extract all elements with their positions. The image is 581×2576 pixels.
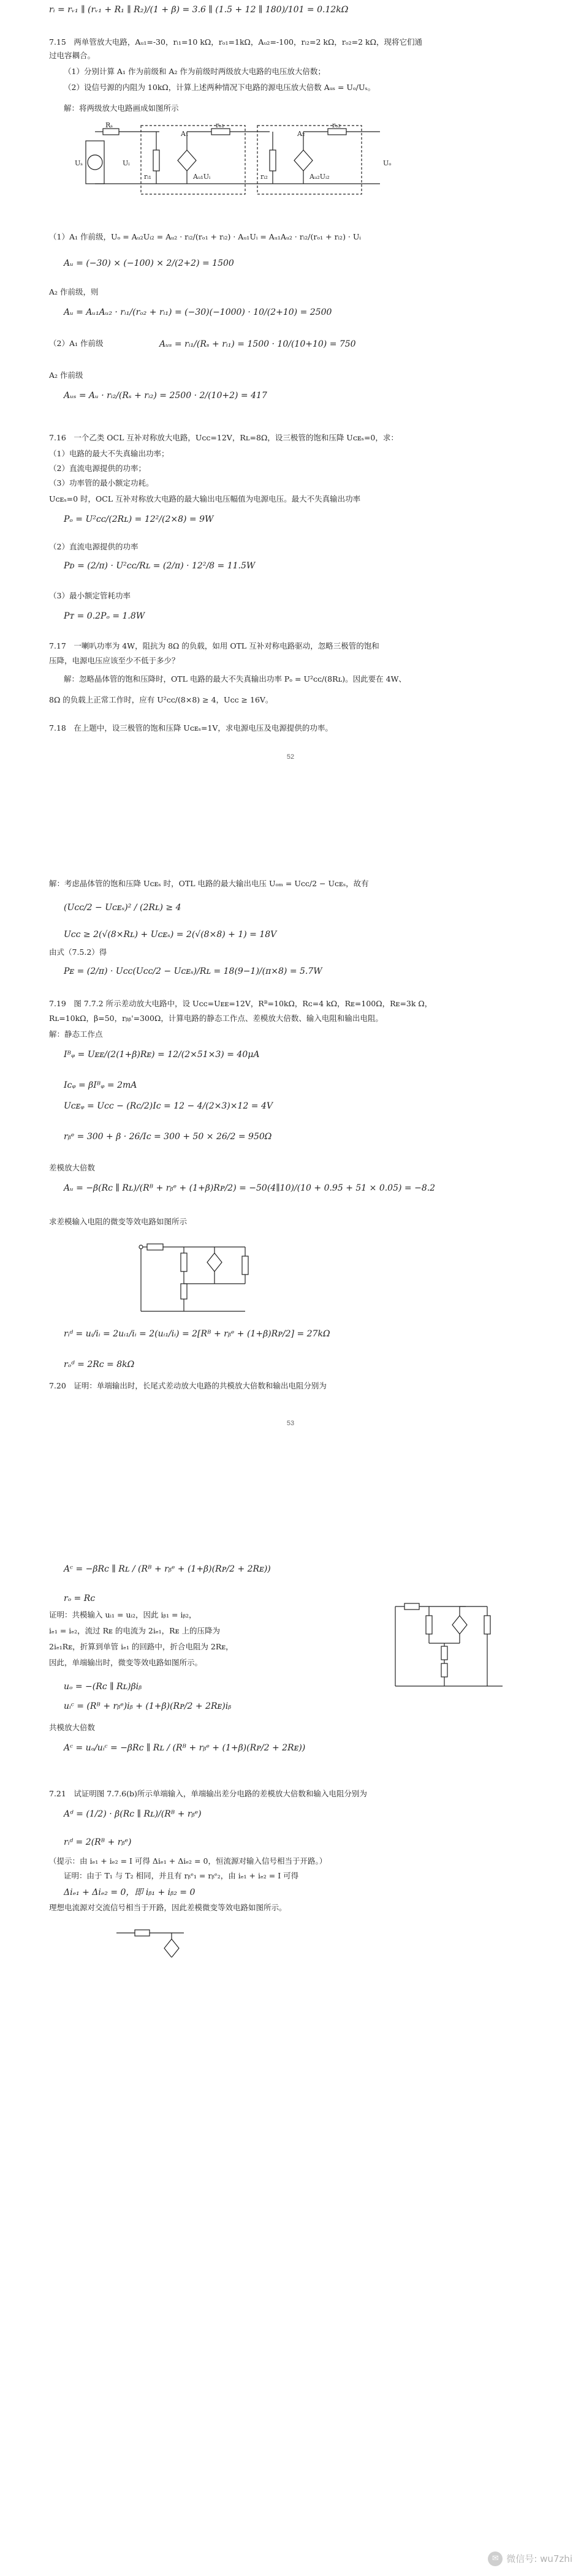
p719-eq6: rᵢᵈ = uᵢ/iᵢ = 2uᵢ₁/iᵢ = 2(uᵢ₁/iᵢ) = 2[Rᴮ + rᵦᵉ + (1+β)Rᴘ/2] = 27kΩ [64, 1329, 330, 1339]
p718-eq1: (Uᴄᴄ/2 − Uᴄᴇₛ)² / (2Rʟ) ≥ 4 [64, 903, 181, 913]
p721-proof2: 理想电流源对交流信号相当于开路，因此差模微变等效电路如图所示。 [49, 1903, 287, 1912]
label-ui: Uᵢ [123, 159, 130, 167]
p717-solution2: 8Ω 的负载上正常工作时，应有 U²ᴄᴄ/(8×8) ≥ 4，Uᴄᴄ ≥ 16V。 [49, 695, 273, 704]
p715-q2: （2）设信号源的内阻为 10kΩ，计算上述两种情况下电路的源电压放大倍数 Aᵤₛ = Uₒ/Uₛ。 [64, 83, 376, 92]
differential-input-equivalent-circuit [123, 1235, 282, 1320]
p716-q3: （3）功率管的最小额定功耗。 [49, 478, 154, 488]
p719-solution: 解：静态工作点 [49, 1030, 103, 1039]
p720-common-mode-label: 共模放大倍数 [49, 1723, 96, 1732]
label-rs: Rₛ [105, 122, 113, 129]
watermark-text: 微信号: wu7zhi [506, 2553, 572, 2564]
p720-proof3: 2iₑ₁Rᴇ，折算到单管 iₑ₁ 的回路中，折合电阻为 2Rᴇ， [49, 1642, 234, 1651]
p719-diffgain: 差模放大倍数 [49, 1163, 96, 1172]
p719-intro2: Rʟ=10kΩ，β=50，rᵦᵦ'=300Ω，计算电路的静态工作点、差模放大倍数、输入电阻和输出电阻。 [49, 1014, 383, 1023]
ri1-resistor [153, 150, 159, 171]
label-au1: Aᵤ₁Uᵢ [193, 173, 211, 181]
p715-a2-front2: A₂ 作前级 [49, 371, 83, 380]
p721-intro: 7.21 试证明图 7.7.6(b)所示单端输入，单端输出差分电路的差模放大倍数和输入电阻分别为 [49, 1789, 367, 1798]
p721-eq1: Aᵈ = (1/2) · β(Rᴄ ∥ Rʟ)/(Rᴮ + rᵦᵉ) [64, 1809, 202, 1819]
watermark [488, 2552, 572, 2566]
p720-proof1: 证明：共模输入 uᵢ₁ = uᵢ₂，因此 iᵦ₁ = iᵦ₂， [49, 1610, 197, 1619]
page-number-52: 52 [286, 753, 295, 761]
p716-solution: Uᴄᴇₛ=0 时，OCL 互补对称放大电路的最大输出电压幅值为电源电压。最大不失真输出功率 [49, 494, 361, 503]
p715-solution: 解：将两级放大电路画成如图所示 [64, 104, 179, 113]
p715-a1-front: （1）A₁ 作前级，Uₒ = Aᵤ₂Uᵢ₂ = Aᵤ₂ · rᵢ₂/(rₒ₁ + rᵢ₂) · Aᵤ₁Uᵢ = Aᵤ₁Aᵤ₂ · rᵢ₂/(rₒ₁ + rᵢ₂) · Uᵢ [49, 232, 361, 241]
label-uo: Uₒ [383, 159, 392, 167]
p716-intro: 7.16 一个乙类 OCL 互补对称放大电路，Uᴄᴄ=12V，Rʟ=8Ω，设三极管的饱和压降 Uᴄᴇₛ=0，求： [49, 433, 398, 442]
p716-eq3: Pᴛ = 0.2Pₒ = 1.8W [64, 611, 145, 621]
label-ro1: rₒ₁ [216, 122, 224, 129]
p717-solution: 解：忽略晶体管的饱和压降时，OTL 电路的最大不失真输出功率 Pₒ = U²ᴄᴄ/(8Rʟ)。因此要在 4W、 [64, 674, 406, 684]
p716-q1: （1）电路的最大不失真输出功率； [49, 449, 169, 458]
label-au2: Aᵤ₂Uᵢ₂ [309, 173, 330, 181]
dependent-source-1 [178, 150, 196, 171]
p715-a1-front2: （2）A₁ 作前级 [49, 339, 104, 348]
p716-q2: （2）直流电源提供的功率； [49, 464, 146, 473]
p718-eq3: Pᴇ = (2/π) · Uᴄᴄ(Uᴄᴄ/2 − Uᴄᴇₛ)/Rʟ = 18(9−1)/(π×8) = 5.7W [64, 966, 322, 976]
p715-a2-front: A₂ 作前级，则 [49, 287, 99, 296]
p720-eq5: Aᶜ = uₒ/uᵢᶜ = −βRᴄ ∥ Rʟ / (Rᴮ + rᵦᵉ + (1+β)(Rᴘ/2 + 2Rᴇ)) [64, 1743, 306, 1753]
label-ri1: rᵢ₁ [144, 173, 151, 181]
p715-eq4: Aᵤₛ = Aᵤ · rᵢ₂/(Rₛ + rᵢ₂) = 2500 · 2/(10+2) = 417 [64, 391, 267, 401]
label-ri2: rᵢ₂ [260, 173, 268, 181]
p715-q1: （1）分别计算 A₁ 作为前级和 A₂ 作为前级时两级放大电路的电压放大倍数； [64, 67, 325, 76]
page-number-53: 53 [286, 1420, 295, 1427]
p715-eq1: Aᵤ = (−30) × (−100) × 2/(2+2) = 1500 [64, 258, 234, 268]
two-stage-amplifier-diagram [74, 122, 417, 208]
p719-circuit-caption: 求差模输入电阻的微变等效电路如图所示 [49, 1217, 188, 1226]
p717-intro: 7.17 一喇叭功率为 4W，阻抗为 8Ω 的负载，如用 OTL 互补对称电路驱动，忽略三极管的饱和 [49, 641, 379, 650]
p718-solution: 解：考虑晶体管的饱和压降 Uᴄᴇₛ 时，OTL 电路的最大输出电压 Uₒₘ = Uᴄᴄ/2 − Uᴄᴇₛ，故有 [49, 879, 369, 888]
p718-from: 由式（7.5.2）得 [49, 947, 107, 957]
p717-intro2: 压降，电源电压应该至少不低于多少？ [49, 656, 180, 665]
source-box [86, 141, 104, 184]
p719-eq3: Uᴄᴇᵩ = Uᴄᴄ − (Rᴄ/2)Iᴄ = 12 − 4/(2×3)×12 = 4V [64, 1101, 273, 1111]
p720-proof2: iₑ₁ = iₑ₂，流过 Rᴇ 的电流为 2iₑ₁，Rᴇ 上的压降为 [49, 1626, 220, 1635]
p721-hint: （提示：由 iₑ₁ + iₑ₂ = I 可得 Δiₑ₁ + Δiₑ₂ = 0，恒流源对输入信号相当于开路。） [49, 1856, 327, 1866]
p721-eq3: Δiₑ₁ + Δiₑ₂ = 0，即 iᵦ₁ + iᵦ₂ = 0 [64, 1888, 196, 1897]
p719-eq2: Iᴄᵩ = βIᴮᵩ = 2mA [64, 1080, 137, 1090]
p720-eq4: uᵢᶜ = (Rᴮ + rᵦᵉ)iᵦ + (1+β)(Rᴘ/2 + 2Rᴇ)iᵦ [64, 1701, 232, 1711]
p719-eq1: Iᴮᵩ = Uᴇᴇ/(2(1+β)Rᴇ) = 12/(2×51×3) = 40μA [64, 1050, 260, 1060]
p720-intro: 7.20 证明：单端输出时，长尾式差动放大电路的共模放大倍数和输出电阻分别为 [49, 1381, 327, 1390]
label-a1: A₁ [181, 130, 189, 138]
label-us: Uₛ [75, 159, 83, 167]
p716-eq1: Pₒ = U²ᴄᴄ/(2Rʟ) = 12²/(2×8) = 9W [64, 514, 214, 524]
rs-resistor [103, 129, 119, 135]
dependent-source-2 [294, 150, 313, 171]
p720-eq2: rₒ = Rᴄ [64, 1594, 96, 1603]
diff-mode-equivalent-circuit [110, 1921, 233, 1957]
p720-proof4: 因此，单端输出时，微变等效电路如图所示。 [49, 1658, 203, 1667]
p719-eq7: rₒᵈ = 2Rᴄ = 8kΩ [64, 1360, 135, 1369]
p718-eq2: Uᴄᴄ ≥ 2(√(8×Rʟ) + Uᴄᴇₛ) = 2(√(8×8) + 1) = 18V [64, 930, 277, 940]
p719-eq5: Aᵤ = −β(Rᴄ ∥ Rʟ)/(Rᴮ + rᵦᵉ + (1+β)Rᴘ/2) = −50(4∥10)/(10 + 0.95 + 51 × 0.05) = −8.2 [64, 1183, 436, 1193]
p720-eq3: uₒ = −(Rᴄ ∥ Rʟ)βiᵦ [64, 1682, 142, 1692]
label-ro2: rₒ₂ [332, 122, 341, 129]
p721-proof1: 证明：由于 T₁ 与 T₂ 相同，并且有 rᵦᵉ₁ = rᵦᵉ₂，由 iₑ₁ + iₑ₂ = I 可得 [64, 1871, 299, 1880]
wechat-icon: ✉ [488, 2552, 503, 2566]
ri2-resistor [270, 150, 276, 171]
p715-intro: 7.15 两单管放大电路，Aᵤ₁=-30，rᵢ₁=10 kΩ，rₒ₁=1kΩ，Aᵤ₂=-100，rᵢ₂=2 kΩ，rₒ₂=2 kΩ，现将它们通 [49, 37, 422, 47]
p716-q3b: （3）最小额定管耗功率 [49, 591, 131, 600]
p718-intro: 7.18 在上题中，设三极管的饱和压降 Uᴄᴇₛ=1V，求电源电压及电源提供的功率。 [49, 723, 333, 733]
p719-eq4: rᵦᵉ = 300 + β · 26/Iᴄ = 300 + 50 × 26/2 = 950Ω [64, 1132, 272, 1142]
label-a2: A₂ [297, 130, 305, 138]
p715-intro2: 过电容耦合。 [49, 51, 96, 60]
p716-eq2: Pᴅ = (2/π) · U²ᴄᴄ/Rʟ = (2/π) · 12²/8 = 11.5W [64, 561, 256, 571]
p721-eq2: rᵢᵈ = 2(Rᴮ + rᵦᵉ) [64, 1837, 132, 1847]
p719-intro: 7.19 图 7.7.2 所示差动放大电路中，设 Uᴄᴄ=Uᴇᴇ=12V，Rᴮ=10kΩ，Rᴄ=4 kΩ，Rᴇ=100Ω，Rᴇ=3k Ω， [49, 999, 433, 1008]
ro2-resistor [328, 129, 346, 135]
source-symbol [88, 155, 102, 170]
p716-q2b: （2）直流电源提供的功率 [49, 542, 139, 551]
p720-eq1: Aᶜ = −βRᴄ ∥ Rʟ / (Rᴮ + rᵦᵉ + (1+β)(Rᴘ/2 + 2Rᴇ)) [64, 1564, 271, 1574]
p715-eq3: Aᵤₛ = rᵢ₁/(Rₛ + rᵢ₁) = 1500 · 10/(10+10) = 750 [159, 339, 356, 349]
ro1-resistor [211, 129, 230, 135]
p715-eq2: Aᵤ = Aᵤ₁Aᵤ₂ · rᵢ₁/(rₒ₂ + rᵢ₁) = (−30)(−1000) · 10/(2+10) = 2500 [64, 307, 332, 317]
top-equation: rᵢ = rᵥ₁ ∥ (rᵥ₁ + R₁ ∥ R₂)/(1 + β) = 3.6 ∥ (1.5 + 12 ∥ 180)/101 = 0.12kΩ [49, 5, 349, 15]
